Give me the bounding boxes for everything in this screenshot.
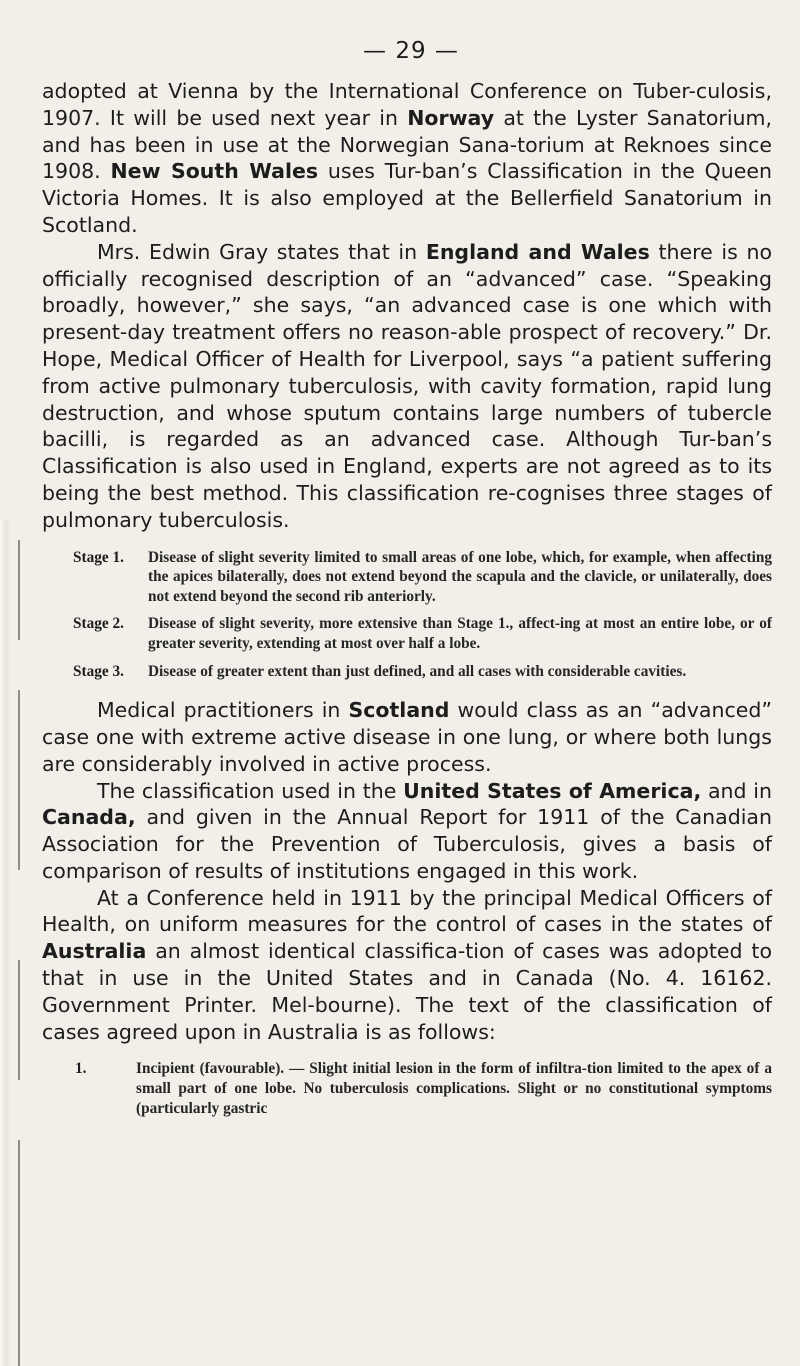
stage-description: Disease of slight severity limited to small areas of one lobe, which, for example, when affecting the apices bilaterally, does not extend beyond the scapula and the clavicle, or unilaterally, does not extend beyond the second rib anteriorly. (148, 548, 772, 605)
country-norway: Norway (407, 105, 495, 130)
paragraph-england-wales (42, 239, 772, 534)
stage-item (42, 614, 772, 653)
document-page (42, 38, 772, 1118)
paragraph-text: and in (701, 778, 772, 803)
stage-label: Stage 2. (73, 615, 124, 633)
binding-shadow-line (18, 1140, 20, 1366)
paragraph-text: there is no officially recognised description of an “advanced” case. “Speaking broadly, however,” she says, “an advanced case is one which with present-day treatment offers no reason-able prospect of recovery.” Dr. Hope, Medical Officer of Health for Liverpool, says “a patient suffering from active pulmonary tuberculosis, with cavity formation, rapid lung destruction, and whose sputum contains large numbers of tubercle bacilli, is regarded as an advanced case. Although Tur-ban’s Classification is also used in England, experts are not agreed as to its being the best method. This classification re-cognises three stages of pulmonary tuberculosis. (42, 239, 772, 532)
list-item-number: 1. (75, 1060, 87, 1078)
paragraph-text: At a Conference held in 1911 by the principal Medical Officers of Health, on uniform measures for the control of cases in the states of (42, 885, 772, 937)
country-canada: Canada, (42, 805, 136, 830)
paragraph-text: adopted at Vienna by the International Conference on Tuber-culosis, 1907. It will be used next year in (42, 79, 772, 130)
list-item-text: Incipient (favourable). — Slight initial lesion in the form of infiltra-tion limited to the apex of a small part of one lobe. No tuberculosis complications. Slight or no constitutional symptoms (particularly gastric (136, 1060, 772, 1117)
country-scotland: Scotland (348, 698, 450, 723)
paragraph-text: at the Lyster Sanatorium, and has been in use at the Norwegian Sana-torium at Reknoes since 1908. (42, 105, 772, 184)
binding-shadow-line (18, 540, 20, 640)
list-item (42, 1059, 772, 1118)
paragraph-text: an almost identical classifica-tion of cases was adopted to that in use in the United States and in Canada (No. 4. 16162. Government Printer. Mel-bourne). The text of the classification of cases agreed upon in Australia is as follows: (42, 939, 772, 1044)
page-binding-edge (0, 520, 10, 1366)
page-number: — 29 — (363, 38, 459, 64)
paragraph-text: uses Tur-ban’s Classification in the Queen Victoria Homes. It is also employed at the Bellerfield Sanatorium in Scotland. (42, 159, 772, 237)
paragraph-text: and given in the Annual Report for 1911 of the Canadian Association for the Prevention of Tuberculosis, gives a basis of comparison of results of institutions engaged in this work. (42, 805, 772, 883)
stage-label: Stage 1. (73, 548, 124, 566)
binding-shadow-line (18, 690, 20, 870)
stage-label: Stage 3. (73, 662, 124, 680)
paragraph-scotland (42, 697, 772, 777)
paragraph-text: would class as an “advanced” case one with extreme active disease in one lung, or where both lungs are considerably involved in active process. (42, 698, 772, 776)
paragraph-vienna-norway (42, 78, 772, 239)
australia-classification-list (42, 1059, 772, 1118)
stage-item (42, 548, 772, 607)
paragraph-text: Medical practitioners in (97, 698, 349, 723)
stage-item (42, 662, 772, 682)
state-new-south-wales: New South Wales (110, 159, 319, 184)
country-australia: Australia (42, 939, 147, 964)
paragraph-text: The classification used in the (97, 778, 404, 803)
country-england-wales: England and Wales (425, 239, 650, 264)
country-usa: United States of America, (403, 778, 702, 803)
stage-description: Disease of greater extent than just defined, and all cases with considerable cavities. (148, 662, 687, 680)
binding-shadow-line (18, 960, 20, 1080)
stage-classification-list (42, 548, 772, 682)
paragraph-text: Mrs. Edwin Gray states that in (97, 239, 426, 264)
paragraph-usa-canada (42, 778, 772, 885)
paragraph-australia (42, 885, 772, 1046)
stage-description: Disease of slight severity, more extensive than Stage 1., affect-ing at most an entire lobe, or of greater severity, extending at most over half a lobe. (148, 615, 772, 652)
